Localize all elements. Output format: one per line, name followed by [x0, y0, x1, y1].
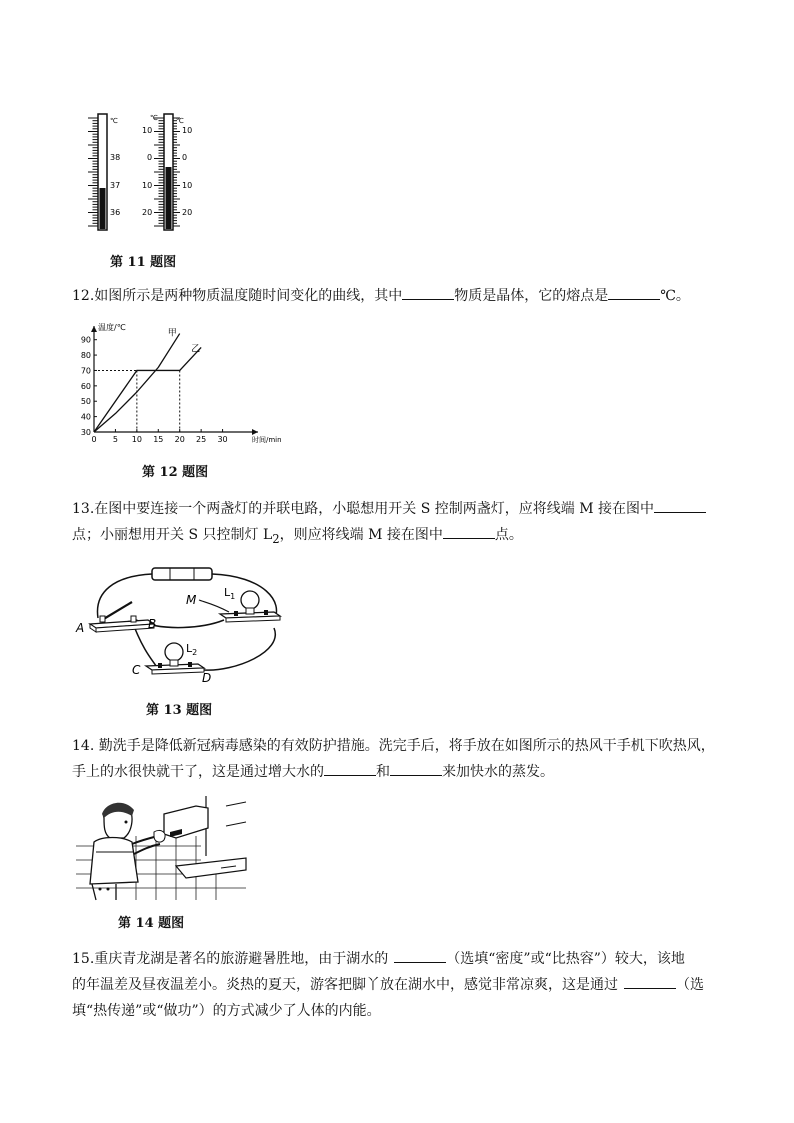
- y-tick-label: 70: [80, 366, 91, 376]
- hand-dryer: [164, 806, 208, 838]
- q15-line1a: 15.重庆青龙湖是著名的旅游避暑胜地，由于湖水的: [72, 951, 389, 967]
- boy-figure: [90, 803, 165, 900]
- thermo-right-tick-l3: 20: [142, 208, 153, 217]
- y-tick-label: 90: [80, 335, 91, 345]
- q12-text-a: 12.如图所示是两种物质温度随时间变化的曲线，其中: [72, 288, 403, 304]
- q14-blank-1: [324, 761, 376, 776]
- y-tick-label: 50: [80, 397, 91, 407]
- series-jia-label: 甲: [167, 328, 177, 339]
- q12-text-b: 物质是晶体，它的熔点是: [454, 288, 609, 304]
- q15-line2b: （选: [676, 977, 704, 993]
- q13-label-l1: $L_1$: [224, 586, 236, 601]
- q14-line1: 14. 勤洗手是降低新冠病毒感染的有效防护措施。洗完手后，将手放在如图所示的热风干手机下吹热风，: [72, 738, 715, 754]
- series-yi-line: [94, 347, 201, 432]
- thermometer-left: [88, 114, 120, 230]
- q13-blank-2: [443, 524, 495, 539]
- x-axis-arrow: [252, 429, 258, 435]
- q13-label-m: M: [186, 593, 197, 607]
- q12-question: [72, 283, 722, 309]
- q12-blank-2: [608, 285, 660, 300]
- fuse: [152, 568, 212, 580]
- q13-question: [72, 496, 722, 552]
- q13-label-d: D: [202, 671, 212, 685]
- q15-line3: 填“热传递”或“做功”）的方式减少了人体的内能。: [72, 1003, 381, 1019]
- thermometer-right: [142, 114, 192, 230]
- q13-label-l2: $L_2$: [186, 642, 198, 657]
- q14-blank-2: [390, 761, 442, 776]
- x-tick-label: 0: [91, 435, 97, 444]
- q13-line2b: ，则应将线端 M 接在图中: [279, 527, 443, 543]
- q12-text-c: ℃。: [660, 288, 690, 304]
- q15-line2: 的年温差及昼夜温差小。炎热的夏天，游客把脚丫放在湖水中，感觉非常凉爽，这是通过: [72, 977, 618, 993]
- y-axis-arrow: [91, 326, 97, 332]
- q14-hand-dryer-illustration: [76, 796, 246, 900]
- q14-caption: 第 14 题图: [118, 916, 185, 931]
- q14-line2a: 手上的水很快就干了，这是通过增大水的: [72, 764, 324, 780]
- q15-blank-2: [624, 974, 676, 989]
- switch-s: [90, 602, 157, 632]
- q13-line2a: 点；小丽想用开关 S 只控制灯 L: [72, 527, 273, 543]
- q13-caption: 第 13 题图: [146, 703, 213, 718]
- thermo-right-tick-l0: 10: [142, 126, 153, 135]
- q12-caption: 第 12 题图: [142, 465, 209, 480]
- x-tick-label: 5: [112, 435, 118, 444]
- q13-line1: 13.在图中要连接一个两盏灯的并联电路，小聪想用开关 S 控制两盏灯，应将线端 M 接在图中: [72, 501, 654, 517]
- thermo-left-tick-37: 37: [110, 181, 121, 190]
- q13-blank-1: [654, 498, 706, 513]
- thermo-right-tick-r1: 0: [182, 153, 188, 162]
- thermo-right-unit-right: ℃: [176, 117, 184, 125]
- thermo-right-tick-r0: 10: [182, 126, 193, 135]
- q11-caption: 第 11 题图: [110, 255, 177, 270]
- q13-label-b: B: [148, 617, 157, 631]
- x-axis-label: 时间/min: [252, 436, 282, 444]
- y-tick-label: 30: [80, 428, 91, 437]
- x-tick-label: 10: [131, 435, 142, 444]
- q13-line2-sub: 2: [272, 531, 280, 546]
- thermo-right-tick-l1: 0: [147, 153, 153, 162]
- x-tick-label: 20: [174, 435, 185, 444]
- thermo-right-tick-r3: 20: [182, 208, 193, 217]
- q12-chart: [70, 318, 282, 446]
- thermo-right-tick-l2: 10: [142, 181, 153, 190]
- q14-line2c: 来加快水的蒸发。: [442, 764, 554, 780]
- x-tick-label: 30: [217, 435, 228, 444]
- thermo-right-unit-left: ℃: [150, 114, 158, 122]
- q15-question: [72, 946, 722, 1024]
- x-tick-label: 25: [196, 435, 207, 444]
- y-tick-label: 60: [80, 381, 91, 391]
- thermo-right-tick-r2: 10: [182, 181, 193, 190]
- series-yi-label: 乙: [191, 344, 201, 355]
- q15-line1b: （选填“密度”或“比热容”）较大，该地: [446, 951, 685, 967]
- thermo-left-tick-38: 38: [110, 153, 121, 162]
- q12-blank-1: [402, 285, 454, 300]
- y-tick-label: 40: [80, 412, 91, 422]
- q14-line2b: 和: [376, 764, 390, 780]
- q13-label-c: C: [132, 663, 141, 677]
- y-tick-label: 80: [80, 351, 91, 361]
- q13-line2c: 点。: [494, 527, 523, 543]
- q13-circuit-figure: [74, 562, 294, 686]
- x-tick-label: 15: [153, 435, 164, 444]
- q15-blank-1: [394, 948, 446, 963]
- q14-question: [72, 733, 722, 785]
- thermo-left-tick-36: 36: [110, 208, 121, 217]
- q13-label-a: A: [76, 621, 85, 635]
- thermo-left-unit: ℃: [110, 117, 118, 125]
- q11-thermometers-figure: [78, 112, 208, 234]
- y-axis-label: 温度/℃: [98, 323, 126, 332]
